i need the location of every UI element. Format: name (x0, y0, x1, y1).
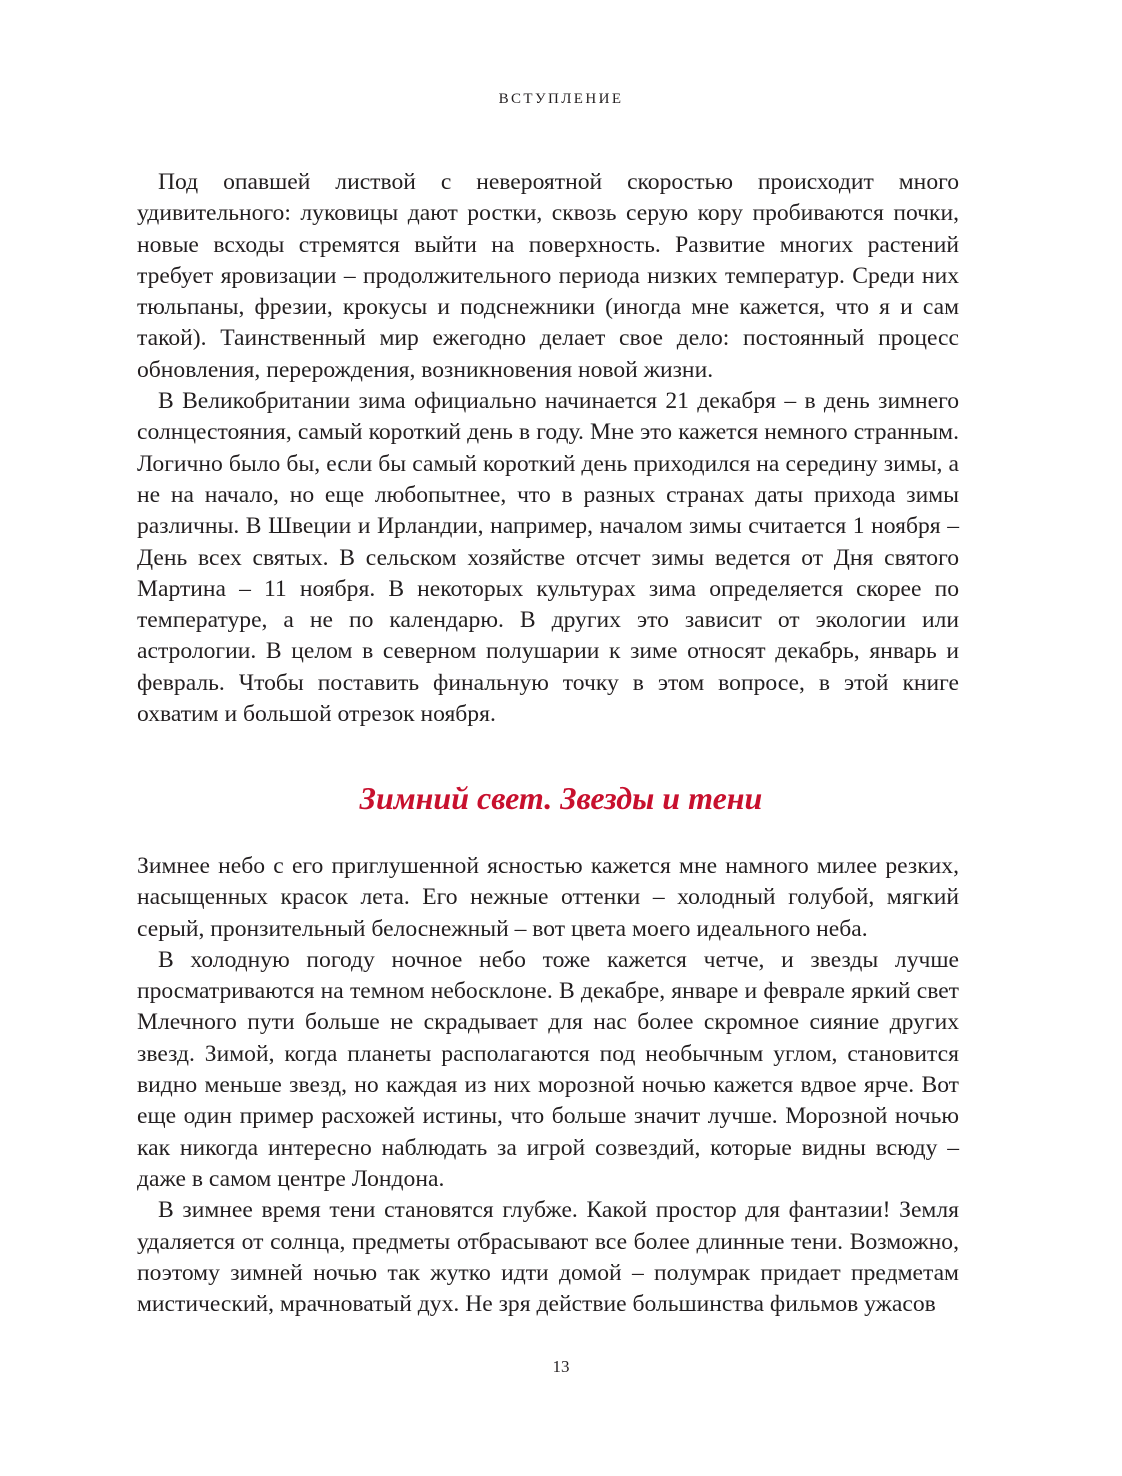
page-number: 13 (552, 1357, 570, 1376)
section-heading: Зимний свет. Звезды и тени (359, 780, 763, 816)
intro-text-block (137, 167, 959, 730)
paragraph: В холодную погоду ночное небо тоже кажется четче, и звезды лучше просматриваются на темном небосклоне. В декабре, январе и феврале яркий свет Млечного пути больше не скрадывает для нас более скромное сияние других звезд. Зимой, когда планеты располагаются под необычным углом, становится видно меньше звезд, но каждая из них морозной ночью кажется вдвое ярче. Вот еще один пример расхожей истины, что больше значит лучше. Морозной ночью как никогда интересно наблюдать за игрой созвездий, которые видны всюду – даже в самом центре Лондона. (137, 946, 959, 1192)
paragraph: Под опавшей листвой с невероятной скоростью происходит много удивительного: луковицы дают ростки, сквозь серую кору пробиваются почки, новые всходы стремятся выйти на поверхность. Развитие многих растений требует яровизации – продолжительного периода низких температур. Среди них тюльпаны, фрезии, крокусы и подснежники (иногда мне кажется, что я и сам такой). Таинственный мир ежегодно делает свое дело: постоянный процесс обновления, перерождения, возникновения новой жизни. (137, 169, 959, 383)
running-head: ВСТУПЛЕНИЕ (498, 91, 624, 107)
paragraph: В зимнее время тени становятся глубже. Какой простор для фантазии! Земля удаляется от солнца, предметы отбрасывают все более длинные тени. Возможно, поэтому зимней ночью так жутко идти домой – полумрак придает предметам мистический, мрачноватый дух. Не зря действие большинства фильмов ужасов (137, 1197, 959, 1318)
paragraph: В Великобритании зима официально начинается 21 декабря – в день зимнего солнцестояния, самый короткий день в году. Мне это кажется немного странным. Логично было бы, если бы самый короткий день приходился на середину зимы, а не на начало, но еще любопытнее, что в разных странах даты прихода зимы различны. В Швеции и Ирландии, например, началом зимы считается 1 ноября – День всех святых. В сельском хозяйстве отсчет зимы ведется от Дня святого Мартина – 11 ноября. В некоторых культурах зима определяется скорее по температуре, а не по календарю. В других это зависит от экологии или астрологии. В целом в северном полушарии к зиме относят декабрь, январь и февраль. Чтобы поставить финальную точку в этом вопросе, в этой книге охватим и большой отрезок ноября. (137, 388, 959, 728)
paragraph: Зимнее небо с его приглушенной ясностью кажется мне намного милее резких, насыщенных красок лета. Его нежные оттенки – холодный голубой, мягкий серый, пронзительный белоснежный – вот цвета моего идеального неба. (137, 853, 959, 942)
section-text-block (137, 851, 959, 1320)
